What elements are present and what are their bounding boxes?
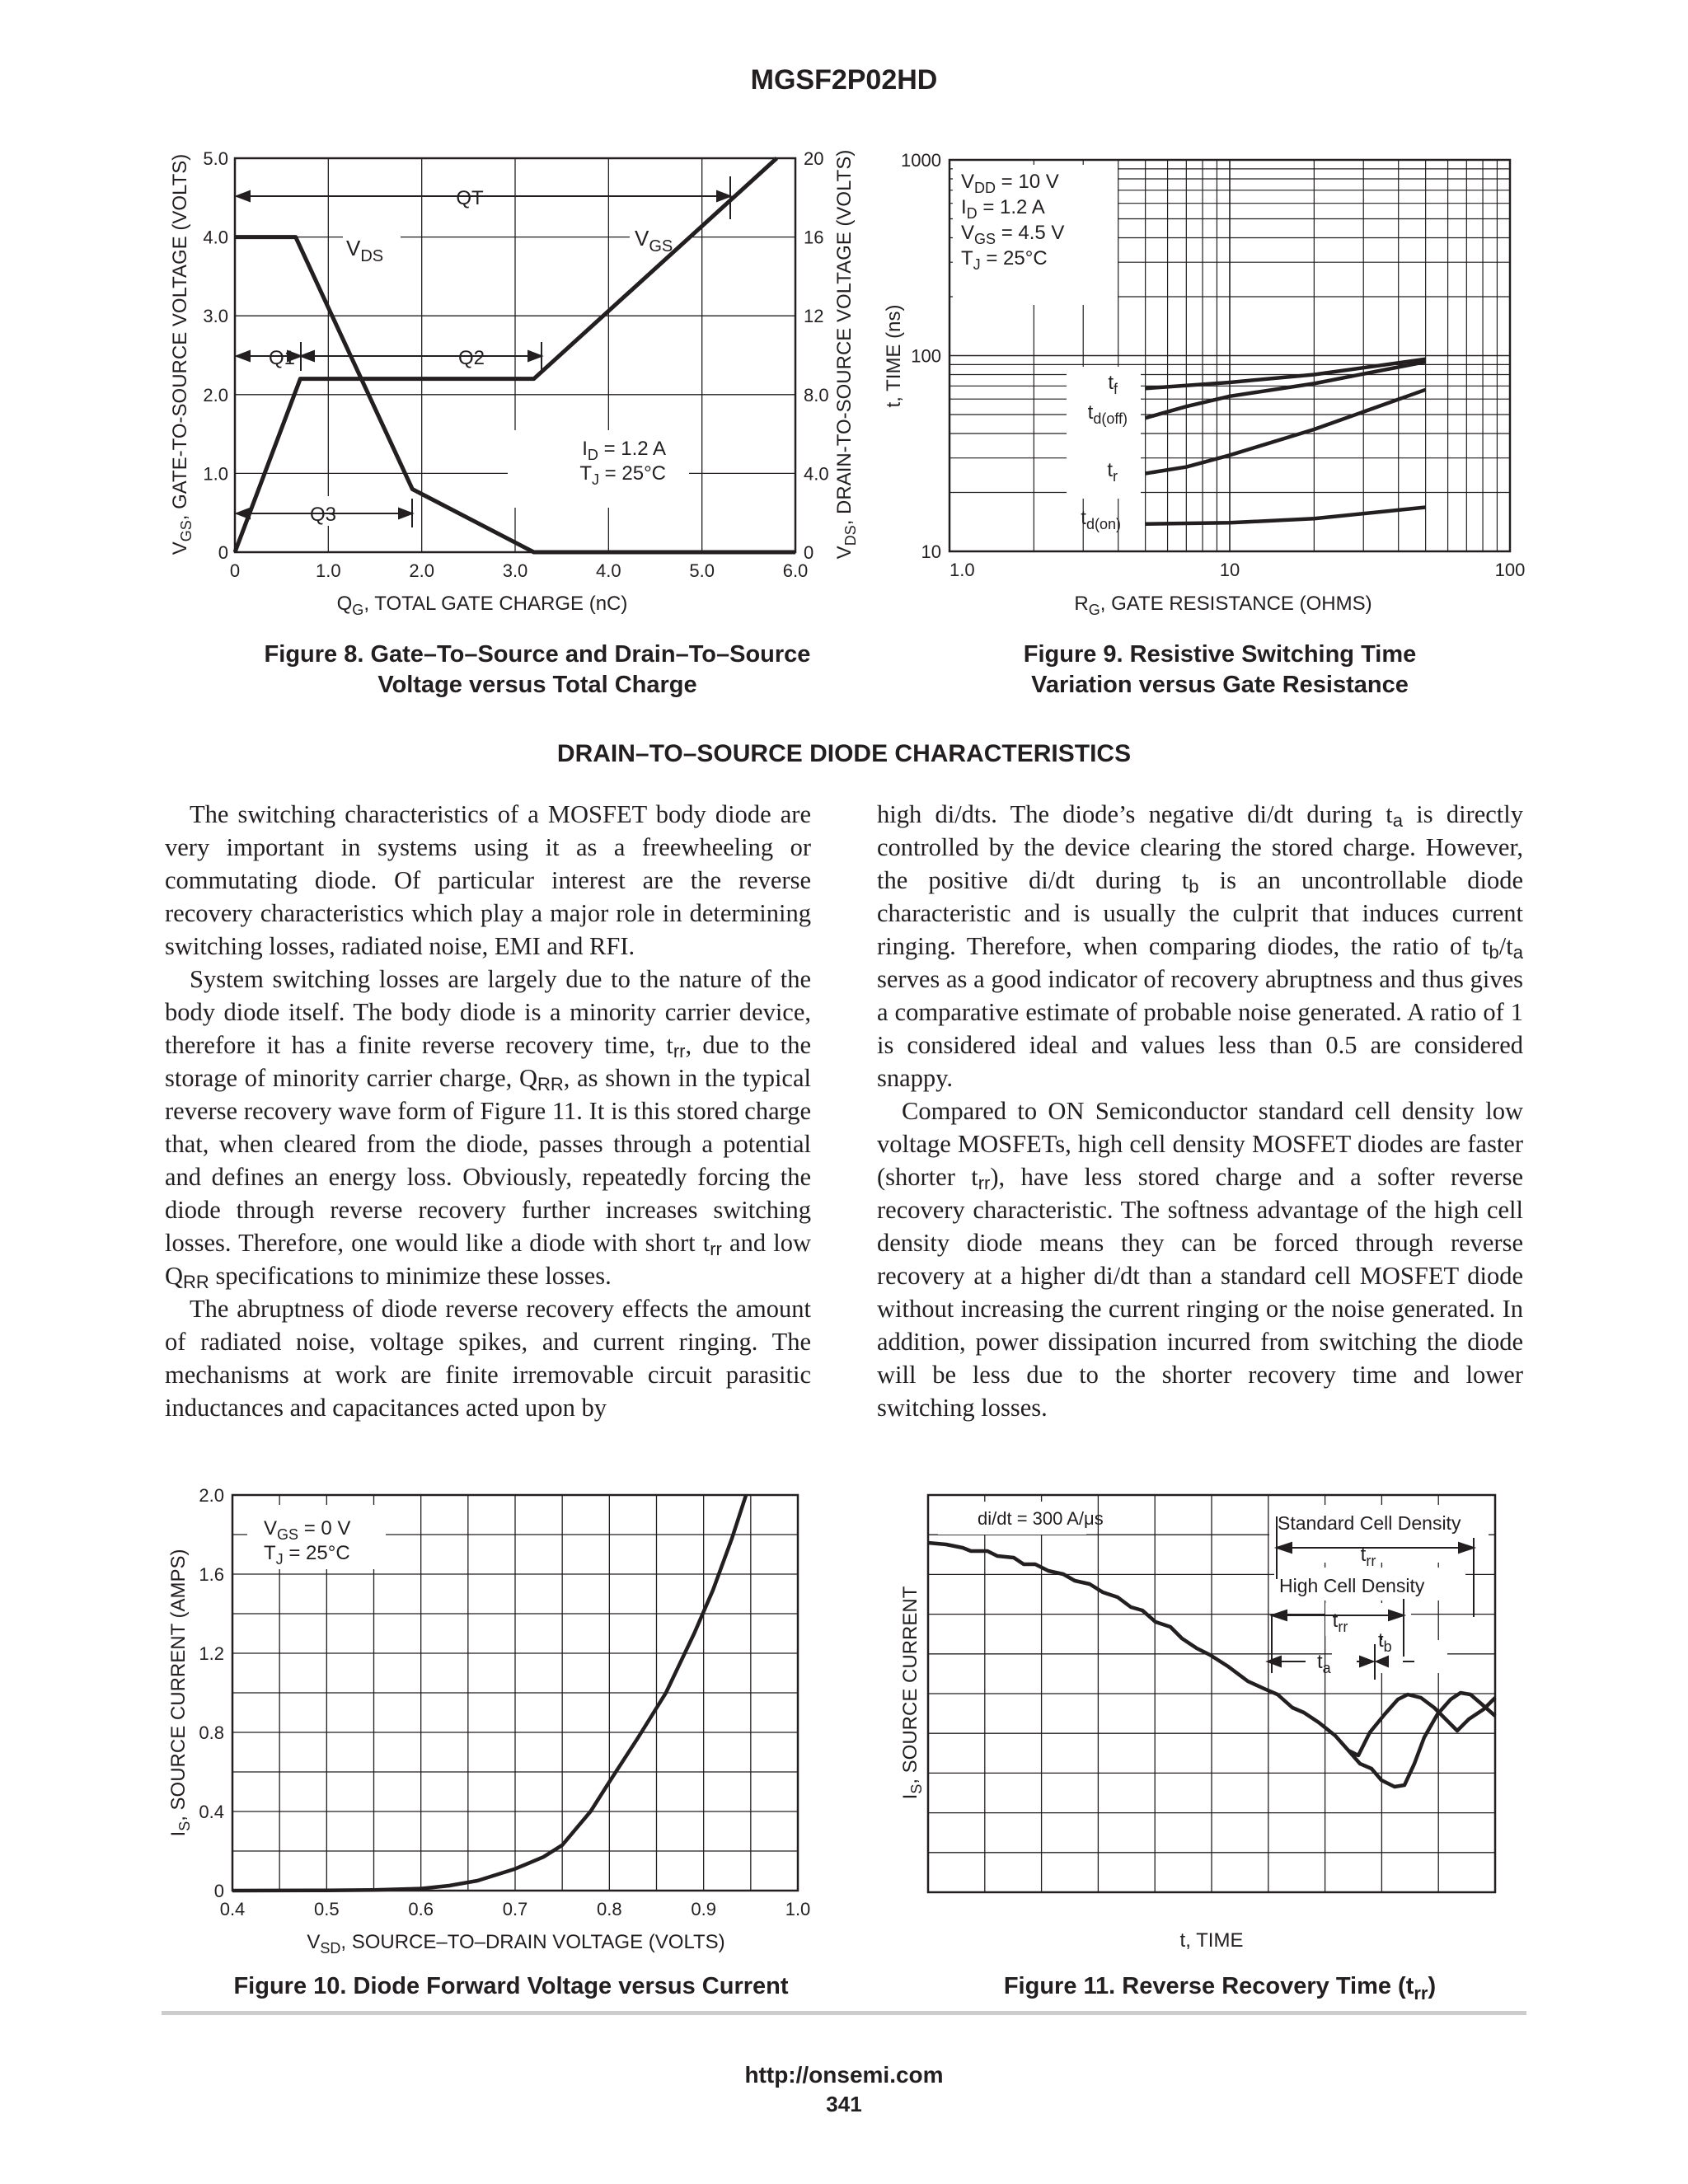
series-line-td-off bbox=[1146, 362, 1426, 418]
y-tick-label-right: 16 bbox=[804, 227, 824, 248]
page-title: MGSF2P02HD bbox=[750, 64, 938, 96]
paragraph-5: Compared to ON Semiconductor standard cell density low voltage MOSFETs, high cell density MOSFET diodes are faster (shorter $t_{rr}$), have less stored charge and a softer reverse recovery characteristic. The softness advantage of the high cell density diode means they can be forced through reverse recovery at a higher di/dt than a standard cell MOSFET diode without increasing the current ringing or the noise generated. In addition, power dissipation incurred from switching the diode will be less due to the shorter recovery time and lower switching losses. bbox=[877, 1097, 1523, 1422]
y-tick-label-left: 2.0 bbox=[203, 384, 228, 405]
label-trr-high: $t_{rr}$ bbox=[1332, 1610, 1348, 1635]
figure-11-x-axis-label: t, TIME bbox=[1179, 1929, 1244, 1952]
figure-8 bbox=[162, 148, 859, 626]
y-tick-label: 10 bbox=[921, 541, 941, 562]
label-standard-cell-density: Standard Cell Density bbox=[1278, 1512, 1461, 1534]
paragraph-2: System switching losses are largely due to the nature of the body diode itself. The body diode is a minority carrier device, therefore it has a finite reverse recovery time, $t_{rr}$, due to the storage of minority carrier charge, $Q_{RR}$, as shown in the typical reverse recovery wave form of Figure 11. It is this stored charge that, when cleared from the diode, passes through a potential and defines an energy loss. Obviously, repeatedly forcing the diode through reverse recovery further increases switching losses. Therefore, one would like a diode with short $t_{rr}$ and low $Q_{RR}$ specifications to minimize these losses. bbox=[165, 965, 811, 1292]
y-tick-label: 1.2 bbox=[199, 1643, 224, 1664]
figure-9-caption-line2: Variation versus Gate Resistance bbox=[1031, 672, 1409, 698]
figure-10-chart bbox=[162, 1475, 846, 1970]
x-tick-label: 10 bbox=[1219, 560, 1240, 580]
figure-9-y-axis-label: t, TIME (ns) bbox=[883, 304, 905, 408]
x-tick-label: 0.5 bbox=[314, 1899, 340, 1919]
y-tick-label-right: 8.0 bbox=[804, 384, 829, 405]
figure-9-caption bbox=[890, 640, 1550, 701]
y-tick-label: 2.0 bbox=[199, 1485, 224, 1506]
y-tick-label: 0 bbox=[213, 1881, 224, 1901]
x-tick-label: 0.6 bbox=[408, 1899, 434, 1919]
y-tick-label-left: 3.0 bbox=[203, 306, 228, 327]
label-q2: Q2 bbox=[458, 347, 485, 369]
figure-8-left-axis-label: $V_{GS}$, GATE-TO-SOURCE VOLTAGE (VOLTS) bbox=[169, 153, 195, 555]
page-number: 341 bbox=[826, 2092, 862, 2116]
series-line-tr bbox=[1146, 390, 1426, 474]
label-vds: $V_{DS}$ bbox=[346, 236, 384, 265]
x-tick-label: 1.0 bbox=[785, 1899, 811, 1919]
figure-11 bbox=[874, 1475, 1550, 1970]
label-td-off: $t_{d(off)}$ bbox=[1087, 401, 1128, 427]
figure-8-chart bbox=[162, 148, 859, 626]
label-vgs: $V_{GS}$ bbox=[635, 226, 673, 255]
figure-11-caption: Figure 11. Reverse Recovery Time $(t_{rr})$ bbox=[1003, 1973, 1437, 2004]
figure-8-right-axis-label: $V_{DS}$, DRAIN-TO-SOURCE VOLTAGE (VOLTS) bbox=[833, 149, 859, 560]
x-tick-label: 0.8 bbox=[597, 1899, 622, 1919]
figure-9-condition: $I_D = 1.2$ A bbox=[961, 196, 1045, 222]
y-tick-label-right: 0 bbox=[804, 542, 814, 563]
text-column-right bbox=[877, 798, 1523, 1424]
figure-10-x-axis-label: $V_{SD}$, SOURCE–TO–DRAIN VOLTAGE (VOLTS) bbox=[307, 1931, 725, 1957]
x-tick-label: 1.0 bbox=[950, 560, 975, 580]
figure-8-caption-line1: Figure 8. Gate–To–Source and Drain–To–Source bbox=[264, 641, 811, 668]
section-heading: DRAIN–TO–SOURCE DIODE CHARACTERISTICS bbox=[556, 740, 1132, 767]
y-tick-label-left: 1.0 bbox=[203, 463, 228, 485]
x-tick-label: 2.0 bbox=[409, 560, 434, 581]
label-trr-standard: $t_{rr}$ bbox=[1360, 1544, 1376, 1569]
label-tf: $t_f$ bbox=[1108, 372, 1118, 397]
figure-9-condition: $V_{GS} = 4.5$ V bbox=[961, 222, 1065, 247]
y-tick-label: 0.8 bbox=[199, 1722, 224, 1743]
x-tick-label: 0 bbox=[229, 560, 241, 581]
figure-8-caption-line2: Voltage versus Total Charge bbox=[377, 672, 697, 698]
y-tick-label-right: 12 bbox=[804, 306, 824, 327]
y-tick-label: 1.6 bbox=[199, 1564, 224, 1585]
figure-10 bbox=[162, 1475, 846, 1970]
x-tick-label: 4.0 bbox=[596, 560, 621, 581]
x-tick-label: 0.7 bbox=[502, 1899, 528, 1919]
label-q3: Q3 bbox=[310, 504, 337, 526]
y-tick-label-right: 4.0 bbox=[804, 463, 829, 485]
figure-8-condition-id: $I_D = 1.2$ A bbox=[582, 438, 666, 463]
x-tick-label: 3.0 bbox=[502, 560, 528, 581]
paragraph-1: The switching characteristics of a MOSFET body diode are very important in systems using it as a freewheeling or commutating diode. Of particular interest are the reverse recovery characteristics which play a major role in determining switching losses, radiated noise, EMI and RFI. bbox=[165, 800, 811, 960]
x-tick-label: 0.4 bbox=[219, 1899, 246, 1919]
label-tr: $t_r$ bbox=[1107, 459, 1118, 485]
figure-9-caption-line1: Figure 9. Resistive Switching Time bbox=[1023, 641, 1417, 668]
series-line-td-on bbox=[1146, 507, 1426, 523]
figure-10-condition-vgs: $V_{GS} = 0$ V bbox=[264, 1517, 351, 1543]
footer-url[interactable]: http://onsemi.com bbox=[744, 2062, 944, 2088]
x-tick-label: 1.0 bbox=[316, 560, 341, 581]
figure-11-chart bbox=[874, 1475, 1550, 1970]
label-high-cell-density: High Cell Density bbox=[1279, 1575, 1425, 1596]
x-tick-label: 5.0 bbox=[689, 560, 715, 581]
figure-9-condition: $T_J = 25^\circ C$ bbox=[961, 247, 1048, 273]
label-q1: Q1 bbox=[269, 347, 296, 369]
label-ta: $t_a$ bbox=[1317, 1651, 1331, 1676]
figure-9 bbox=[874, 148, 1533, 626]
figure-8-condition-tj: $T_J = 25^\circ C$ bbox=[579, 462, 666, 488]
y-tick-label: 0.4 bbox=[199, 1802, 224, 1822]
figure-10-condition-tj: $T_J = 25^\circ C$ bbox=[264, 1542, 350, 1568]
y-tick-label-left: 5.0 bbox=[203, 148, 228, 169]
figure-8-caption bbox=[165, 640, 910, 701]
figure-10-y-axis-label: $I_S$, SOURCE CURRENT (AMPS) bbox=[167, 1549, 193, 1837]
label-td-on: $t_{d(on)}$ bbox=[1081, 507, 1121, 532]
x-tick-label: 100 bbox=[1494, 560, 1526, 580]
figure-8-x-axis-label: $Q_G$, TOTAL GATE CHARGE (nC) bbox=[336, 593, 628, 618]
text-column-left bbox=[165, 798, 811, 1424]
footer-rule bbox=[162, 2011, 1526, 2015]
figure-9-condition: $V_{DD} = 10$ V bbox=[961, 171, 1059, 196]
label-tb: $t_b$ bbox=[1378, 1629, 1392, 1655]
paragraph-3: The abruptness of diode reverse recovery effects the amount of radiated noise, voltage spikes, and current ringing. The mechanisms at work are finite irremovable circuit parasitic inductances and capacitances acted upon by bbox=[165, 1295, 811, 1422]
y-tick-label-left: 4.0 bbox=[203, 227, 228, 248]
y-tick-label: 1000 bbox=[901, 150, 941, 171]
y-tick-label: 100 bbox=[911, 345, 941, 367]
label-qt: QT bbox=[456, 187, 484, 209]
label-didt: di/dt = 300 A/μs bbox=[978, 1508, 1104, 1529]
y-tick-label-left: 0 bbox=[218, 542, 228, 563]
series-line-tf bbox=[1146, 359, 1426, 389]
figure-9-chart bbox=[874, 148, 1533, 626]
paragraph-4: high di/dts. The diode’s negative di/dt during $t_a$ is directly controlled by the device clearing the stored charge. However, the positive di/dt during $t_b$ is an uncontrollable diode characteristic and is usually the culprit that induces current ringing. Therefore, when comparing diodes, the ratio of $t_b/t_a$ serves as a good indicator of recovery abruptness and thus gives a comparative estimate of probable noise generated. A ratio of 1 is considered ideal and values less than 0.5 are considered snappy. bbox=[877, 800, 1523, 1092]
figure-11-y-axis-label: $I_S$, SOURCE CURRENT bbox=[899, 1586, 925, 1800]
figure-9-x-axis-label: $R_G$, GATE RESISTANCE (OHMS) bbox=[1074, 593, 1372, 618]
x-tick-label: 6.0 bbox=[782, 560, 809, 581]
x-tick-label: 0.9 bbox=[691, 1899, 716, 1919]
figure-10-caption: Figure 10. Diode Forward Voltage versus Current bbox=[233, 1973, 789, 1999]
y-tick-label-right: 20 bbox=[804, 148, 824, 169]
